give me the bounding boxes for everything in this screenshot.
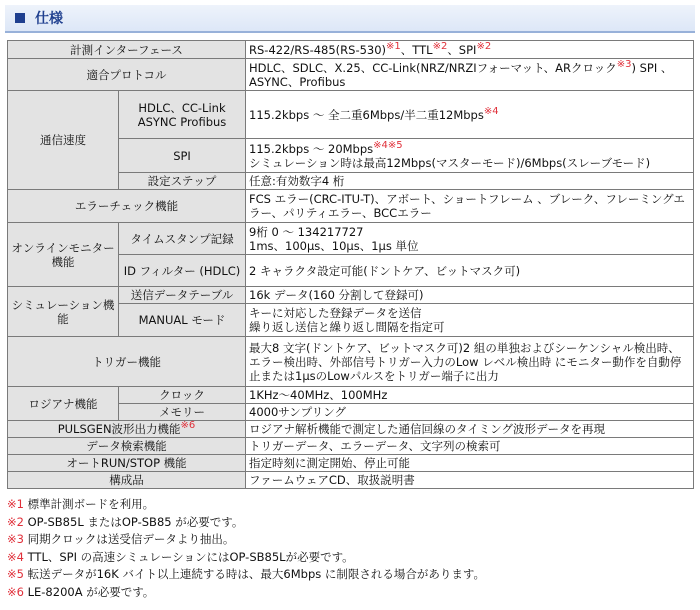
row-value: 任意:有効数字4 桁 (246, 173, 694, 190)
row-label: 適合プロトコル (8, 59, 246, 91)
row-value: 最大8 文字(ドントケア、ビットマスク可)2 組の単独およびシーケンシャル検出時、エラー検出時、外部信号トリガー入力のLow レベル検出時 にモニター動作を自動停止または1μsのLowパルスをトリガー端子に出力 (246, 337, 694, 387)
row-value: ファームウェアCD、取扱説明書 (246, 472, 694, 489)
row-value: HDLC、SDLC、X.25、CC-Link(NRZ/NRZIフォーマット、ARクロック※3) SPI 、ASYNC、Profibus (246, 59, 694, 91)
row-value: 115.2kbps 〜 全二重6Mbps/半二重12Mbps※4 (246, 91, 694, 139)
row-value: キーに対応した登録データを送信 繰り返し送信と繰り返し間隔を指定可 (246, 304, 694, 337)
row-value: トリガーデータ、エラーデータ、文字列の検索可 (246, 438, 694, 455)
sub-label: SPI (119, 139, 246, 173)
table-row (8, 41, 694, 59)
footnote: ※1 標準計測ボードを利用。 (7, 497, 155, 511)
row-label: トリガー機能 (8, 337, 246, 387)
table-row (8, 59, 694, 91)
row-value: 16k データ(160 分割して登録可) (246, 287, 694, 304)
footnote: ※5 転送データが16K バイト以上連続する時は、最大6Mbps に制限される場合があります。 (7, 567, 485, 582)
sub-label: メモリー (119, 404, 246, 421)
row-value: 1KHz〜40MHz、100MHz (246, 387, 694, 404)
row-label: 計測インターフェース (8, 41, 246, 59)
row-label: オンラインモニター機能 (8, 223, 119, 287)
row-label: シミュレーション機能 (8, 287, 119, 337)
table-row (8, 438, 694, 455)
square-bullet-icon (15, 13, 25, 23)
footnote: ※4 TTL、SPI の高速シミュレーションにはOP-SB85Lが必要です。 (7, 549, 354, 564)
sub-label: 設定ステップ (119, 173, 246, 190)
row-value: 9桁 0 〜 134217727 1ms、100μs、10μs、1μs 単位 (246, 223, 694, 255)
row-label: オートRUN/STOP 機能 (8, 455, 246, 472)
row-label: ロジアナ機能 (8, 387, 119, 421)
table-row (8, 337, 694, 387)
footnote: ※2 OP-SB85L またはOP-SB85 が必要です。 (7, 514, 244, 529)
table-row (8, 223, 694, 255)
row-value: RS-422/RS-485(RS-530)※1、TTL※2、SPI※2 (246, 41, 694, 59)
table-row (8, 287, 694, 304)
row-value: 115.2kbps 〜 20Mbps※4※5 シミュレーション時は最高12Mbps(マスターモード)/6Mbps(スレーブモード) (246, 139, 694, 173)
sub-label: ID フィルター (HDLC) (119, 255, 246, 287)
row-label: エラーチェック機能 (8, 190, 246, 223)
row-label: データ検索機能 (8, 438, 246, 455)
footnote: ※3 同期クロックは送受信データより抽出。 (7, 532, 235, 547)
table-row (8, 387, 694, 404)
sub-label: MANUAL モード (119, 304, 246, 337)
section-title: 仕様 (35, 11, 63, 27)
section-header (5, 5, 695, 33)
row-value: FCS エラー(CRC-ITU-T)、アボート、ショートフレーム 、ブレーク、フレーミングエラー、パリティエラー、BCCエラー (246, 190, 694, 223)
sub-label: HDLC、CC-Link ASYNC Profibus (119, 91, 246, 139)
row-label: 通信速度 (8, 91, 119, 190)
footnotes (7, 496, 697, 602)
row-value: 2 キャラクタ設定可能(ドントケア、ビットマスク可) (246, 255, 694, 287)
row-label: PULSGEN波形出力機能※6 (8, 421, 246, 438)
row-value: 4000サンプリング (246, 404, 694, 421)
row-label: 構成品 (8, 472, 246, 489)
sub-label: タイムスタンプ記録 (119, 223, 246, 255)
table-row (8, 190, 694, 223)
table-row (8, 455, 694, 472)
table-row (8, 421, 694, 438)
table-row (8, 472, 694, 489)
sub-label: クロック (119, 387, 246, 404)
spec-table (7, 40, 694, 489)
sub-label: 送信データテーブル (119, 287, 246, 304)
table-row (8, 91, 694, 139)
footnote: ※6 LE-8200A が必要です。 (7, 584, 155, 599)
row-value: 指定時刻に測定開始、停止可能 (246, 455, 694, 472)
row-value: ロジアナ解析機能で測定した通信回線のタイミング波形データを再現 (246, 421, 694, 438)
